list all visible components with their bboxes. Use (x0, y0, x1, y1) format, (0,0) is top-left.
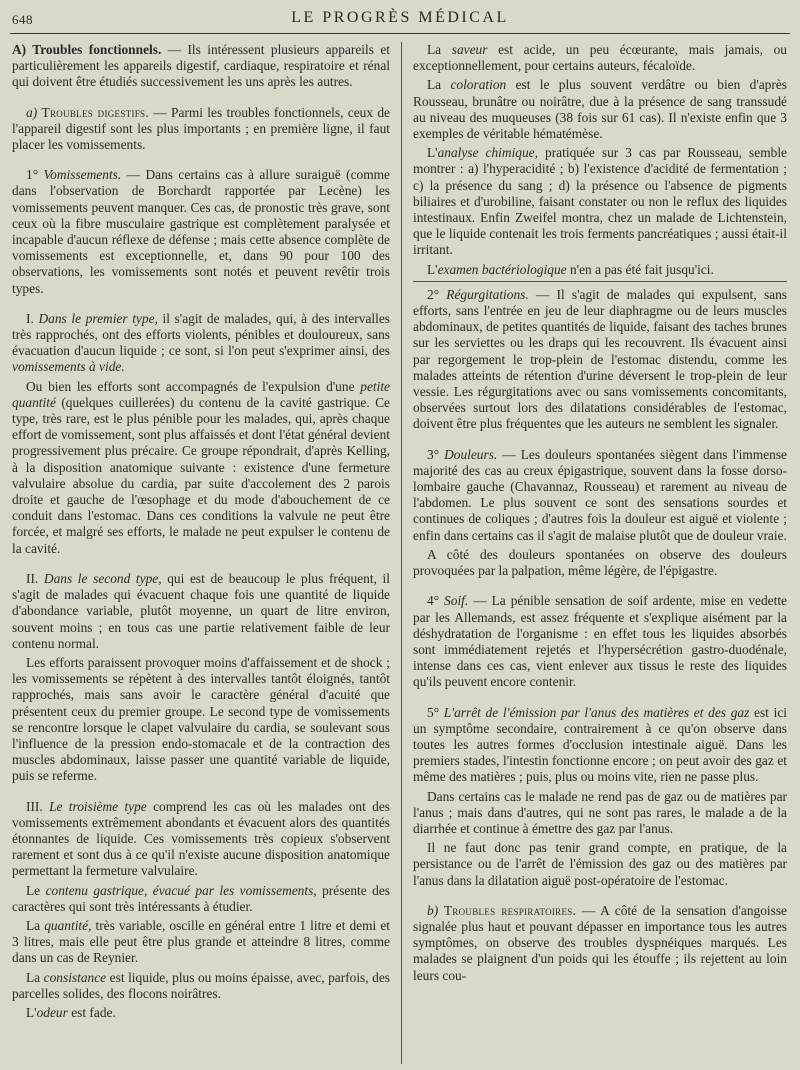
paragraph-arret-emission: 5° L'arrêt de l'émission par l'anus des matières et des gaz est ici un symptôme secondaire, contrairement à ce qu'on observe dans toutes les autres formes d'occlusion intestinale aiguë. Dans les premiers stades, l'intestin fonctionne encore ; on peut avoir des gaz et même des matières ; puis, plus ou moins vite, rien ne passe plus. (413, 704, 787, 785)
section-rule (413, 281, 787, 282)
paragraph-coloration: La coloration est le plus souvent verdâtre ou bien d'après Rousseau, brunâtre ou noirâtre, due à la présence de sang transsudé au niveau des muqueuses (38 fois sur 61 cas). Il n'existe enfin que 3 exemples de véritable hématémèse. (413, 77, 787, 142)
right-column (413, 42, 787, 1062)
paragraph-contenu: Le contenu gastrique, évacué par les vomissements, présente des caractères qui sont très intéressants à étudier. (12, 882, 390, 914)
paragraph-troubles-fonctionnels: A) Troubles fonctionnels. — Ils intéressent plusieurs appareils et particulièrement les appareils digestif, cardiaque, respiratoire et rénal qui doivent être étudiés successivement les uns après les autres. (12, 42, 390, 90)
paragraph-consistance: La consistance est liquide, plus ou moins épaisse, avec, parfois, des parcelles solides, des flocons noirâtres. (12, 969, 390, 1001)
paragraph-troubles-respiratoires: b) Troubles respiratoires. — A côté de la sensation d'angoisse signalée plus haut et pouvant dépasser en importance tous les autres symptômes, on observe des troubles dyspnéiques marqués. Les malades se plaignent d'un poids qui les étouffe ; ils rejettent au loin leurs cou- (413, 902, 787, 983)
left-column (12, 42, 390, 1062)
item-heading: Vomissements. (43, 167, 122, 183)
paragraph-troubles-digestifs: a) Troubles digestifs. — Parmi les troubles fonctionnels, ceux de l'appareil digestif sont les plus importants ; en première ligne, il faut placer les vomissements. (12, 104, 390, 153)
paragraph-regurgitations: 2° Régurgitations. — Il s'agit de malades qui expulsent, sans efforts, sans l'entrée en jeu de leur diaphragme ou de leurs muscles abdominaux, de petites quantités de liquide, faisant des taches brunes sur les serviettes ou les draps qui les recouvrent. Ils évacuent ainsi par regorgement le trop-plein de l'estomac distendu, comme les malades atteints de rétention d'urine déversent le trop-plein de leur vessie. Les régurgitations avec ou sans vomissements concomitants, observées surtout lors des dilatations considérables de l'estomac, doivent être plus fréquentes que les auteurs ne semblent les signaler. (413, 286, 787, 432)
paragraph-soif: 4° Soif. — La pénible sensation de soif ardente, mise en vedette par les Allemands, est assez fréquente et s'explique aisément par la déshydratation de l'organisme : en effet tous les liquides absorbés sont immédiatement rejetés et l'hypersécrétion gastro-duodénale, intense dans ces cas, vient enlever aux tissus le reste des liquides qu'ils peuvent encore contenir. (413, 593, 787, 690)
paragraph-type-2: II. Dans le second type, qui est de beaucoup le plus fréquent, il s'agit de malades qui évacuent chaque fois une quantité de liquide d'abondance variable, plutôt moyenne, un quart de litre environ, souvent moins ; en tous cas une partie relativement faible de leur contenu normal. (12, 570, 390, 651)
paragraph-arret-continued-1: Dans certains cas le malade ne rend pas de gaz ou de matières par l'anus ; mais dans d'autres, qui ne sont pas rares, le malade a de la diarrhée et continue à émettre des gaz par l'anus. (413, 788, 787, 836)
column-divider (401, 42, 402, 1064)
journal-title: LE PROGRÈS MÉDICAL (291, 9, 509, 26)
paragraph-arret-continued-2: Il ne faut donc pas tenir grand compte, en pratique, de la persistance ou de l'arrêt de l'émission des gaz ou des matières par l'anus dans la dilatation aiguë post-opératoire de l'estomac. (413, 840, 787, 888)
paragraph-odeur: L'odeur est fade. (26, 1004, 116, 1020)
paragraph-quantite: La quantité, très variable, oscille en général entre 1 litre et demi et 3 litres, mais elle peut être plus grande et atteindre 8 litres, comme dans un cas de Reynier. (12, 917, 390, 966)
paragraph-saveur: La saveur est acide, un peu écœurante, mais jamais, ou exceptionnellement, pour certains auteurs, fécaloïde. (413, 42, 787, 74)
paragraph-type-2-continued: Les efforts paraissent provoquer moins d'affaissement et de shock ; les vomissements se répètent à des intervalles tantôt éloignés, tantôt rapprochés, mais sans avoir le caractère général d'acuité que présentent ceux du premier groupe. Le second type de vomissements se rencontre lorsque le clapet valvulaire du cardia, se soulevant sous l'influence de la pression endo-stomacale et de la contraction des muscles abdominaux, laisse passer une quantité variable de liquide, puis se referme. (12, 654, 390, 784)
page-header (0, 0, 800, 36)
subsection-heading: Troubles respiratoires. (443, 902, 577, 918)
paragraph-type-1-continued: Ou bien les efforts sont accompagnés de l'expulsion d'une petite quantité (quelques cuillerées) du contenu de la cavité gastrique. Ce type, très rare, est le plus pénible pour les malades, qui, après chaque effort de vomissement, sont plus affaissés et dont l'état général devient progressivement plus précaire. Ce groupe répondrait, d'après Kelling, à la disposition anatomique suivante : existence d'une fermeture valvulaire absolue du cardia, par suite d'accolement des 2 parois droite et gauche de l'œsophage et du mode d'abouchement de ce conduit dans l'estomac. Dans ces conditions la valvule ne peut être forcée, et malgré ses efforts, le malade ne peut expulser le contenu de la cavité. (12, 378, 390, 556)
paragraph-vomissements: 1° Vomissements. — Dans certains cas à allure suraiguë (comme dans l'observation de Borchardt rapportée par Lecène) les vomissements peuvent manquer. Ces cas, de pronostic très grave, sont ceux où la fibre musculaire gastrique est complètement paralysée et incapable d'aucun réflexe de défense ; mais cette absence complète de vomissements est exceptionnelle, et, dans 90 pour 100 des observations, les vomissements sont notés et peuvent revêtir trois types. (12, 167, 390, 296)
paragraph-analyse-chimique: L'analyse chimique, pratiquée sur 3 cas par Rousseau, semble montrer : a) l'hyperacidité ; b) l'existence d'acidité de fermentation ; c) la présence du sang ; d) la présence ou l'absence de pigments biliaires et d'urobiline, faisant constater ou non le reflux des liquides intestinaux. Enfin Zweifel montra, chez un malade de Lichtenstein, que le liquide contenait les trois ferments pancréatiques ; aussi était-il irritant. (413, 145, 787, 258)
page-number: 648 (12, 12, 33, 27)
paragraph-type-1: I. Dans le premier type, il s'agit de malades, qui, à des intervalles très rapprochés, ont des efforts violents, pénibles et douloureux, sans évacuation d'aucun liquide ; ce sont, si l'on peut s'exprimer ainsi, des vomissements à vide. (12, 310, 390, 375)
header-rule (10, 33, 790, 34)
paragraph-examen-bacteriologique: L'examen bactériologique n'en a pas été fait jusqu'ici. (427, 261, 714, 277)
subsection-heading: Troubles digestifs. (41, 104, 150, 120)
section-heading: A) Troubles fonctionnels. (12, 42, 162, 57)
paragraph-douleurs: 3° Douleurs. — Les douleurs spontanées siègent dans l'immense majorité des cas au creux épigastrique, souvent dans la fosse dorso-lombaire gauche (Chavannaz, Rousseau) et rarement au niveau de l'abdomen. Le plus souvent ce sont des sensations sourdes et continues de coliques ; d'autres fois la douleur est aiguë et violente ; enfin dans certains cas il s'agit de malaise plutôt que de douleur vraie. (413, 446, 787, 543)
paragraph-type-3: III. Le troisième type comprend les cas où les malades ont des vomissements extrêmement abondants et évacuent alors des quantités étonnantes de liquide. Ces vomissements très copieux s'observent rarement et sont dus à ce qu'il n'existe aucune disposition anatomique permettant la fermeture valvulaire. (12, 798, 390, 879)
paragraph-douleurs-continued: A côté des douleurs spontanées on observe des douleurs provoquées par la palpation, même légère, de l'épigastre. (413, 546, 787, 579)
